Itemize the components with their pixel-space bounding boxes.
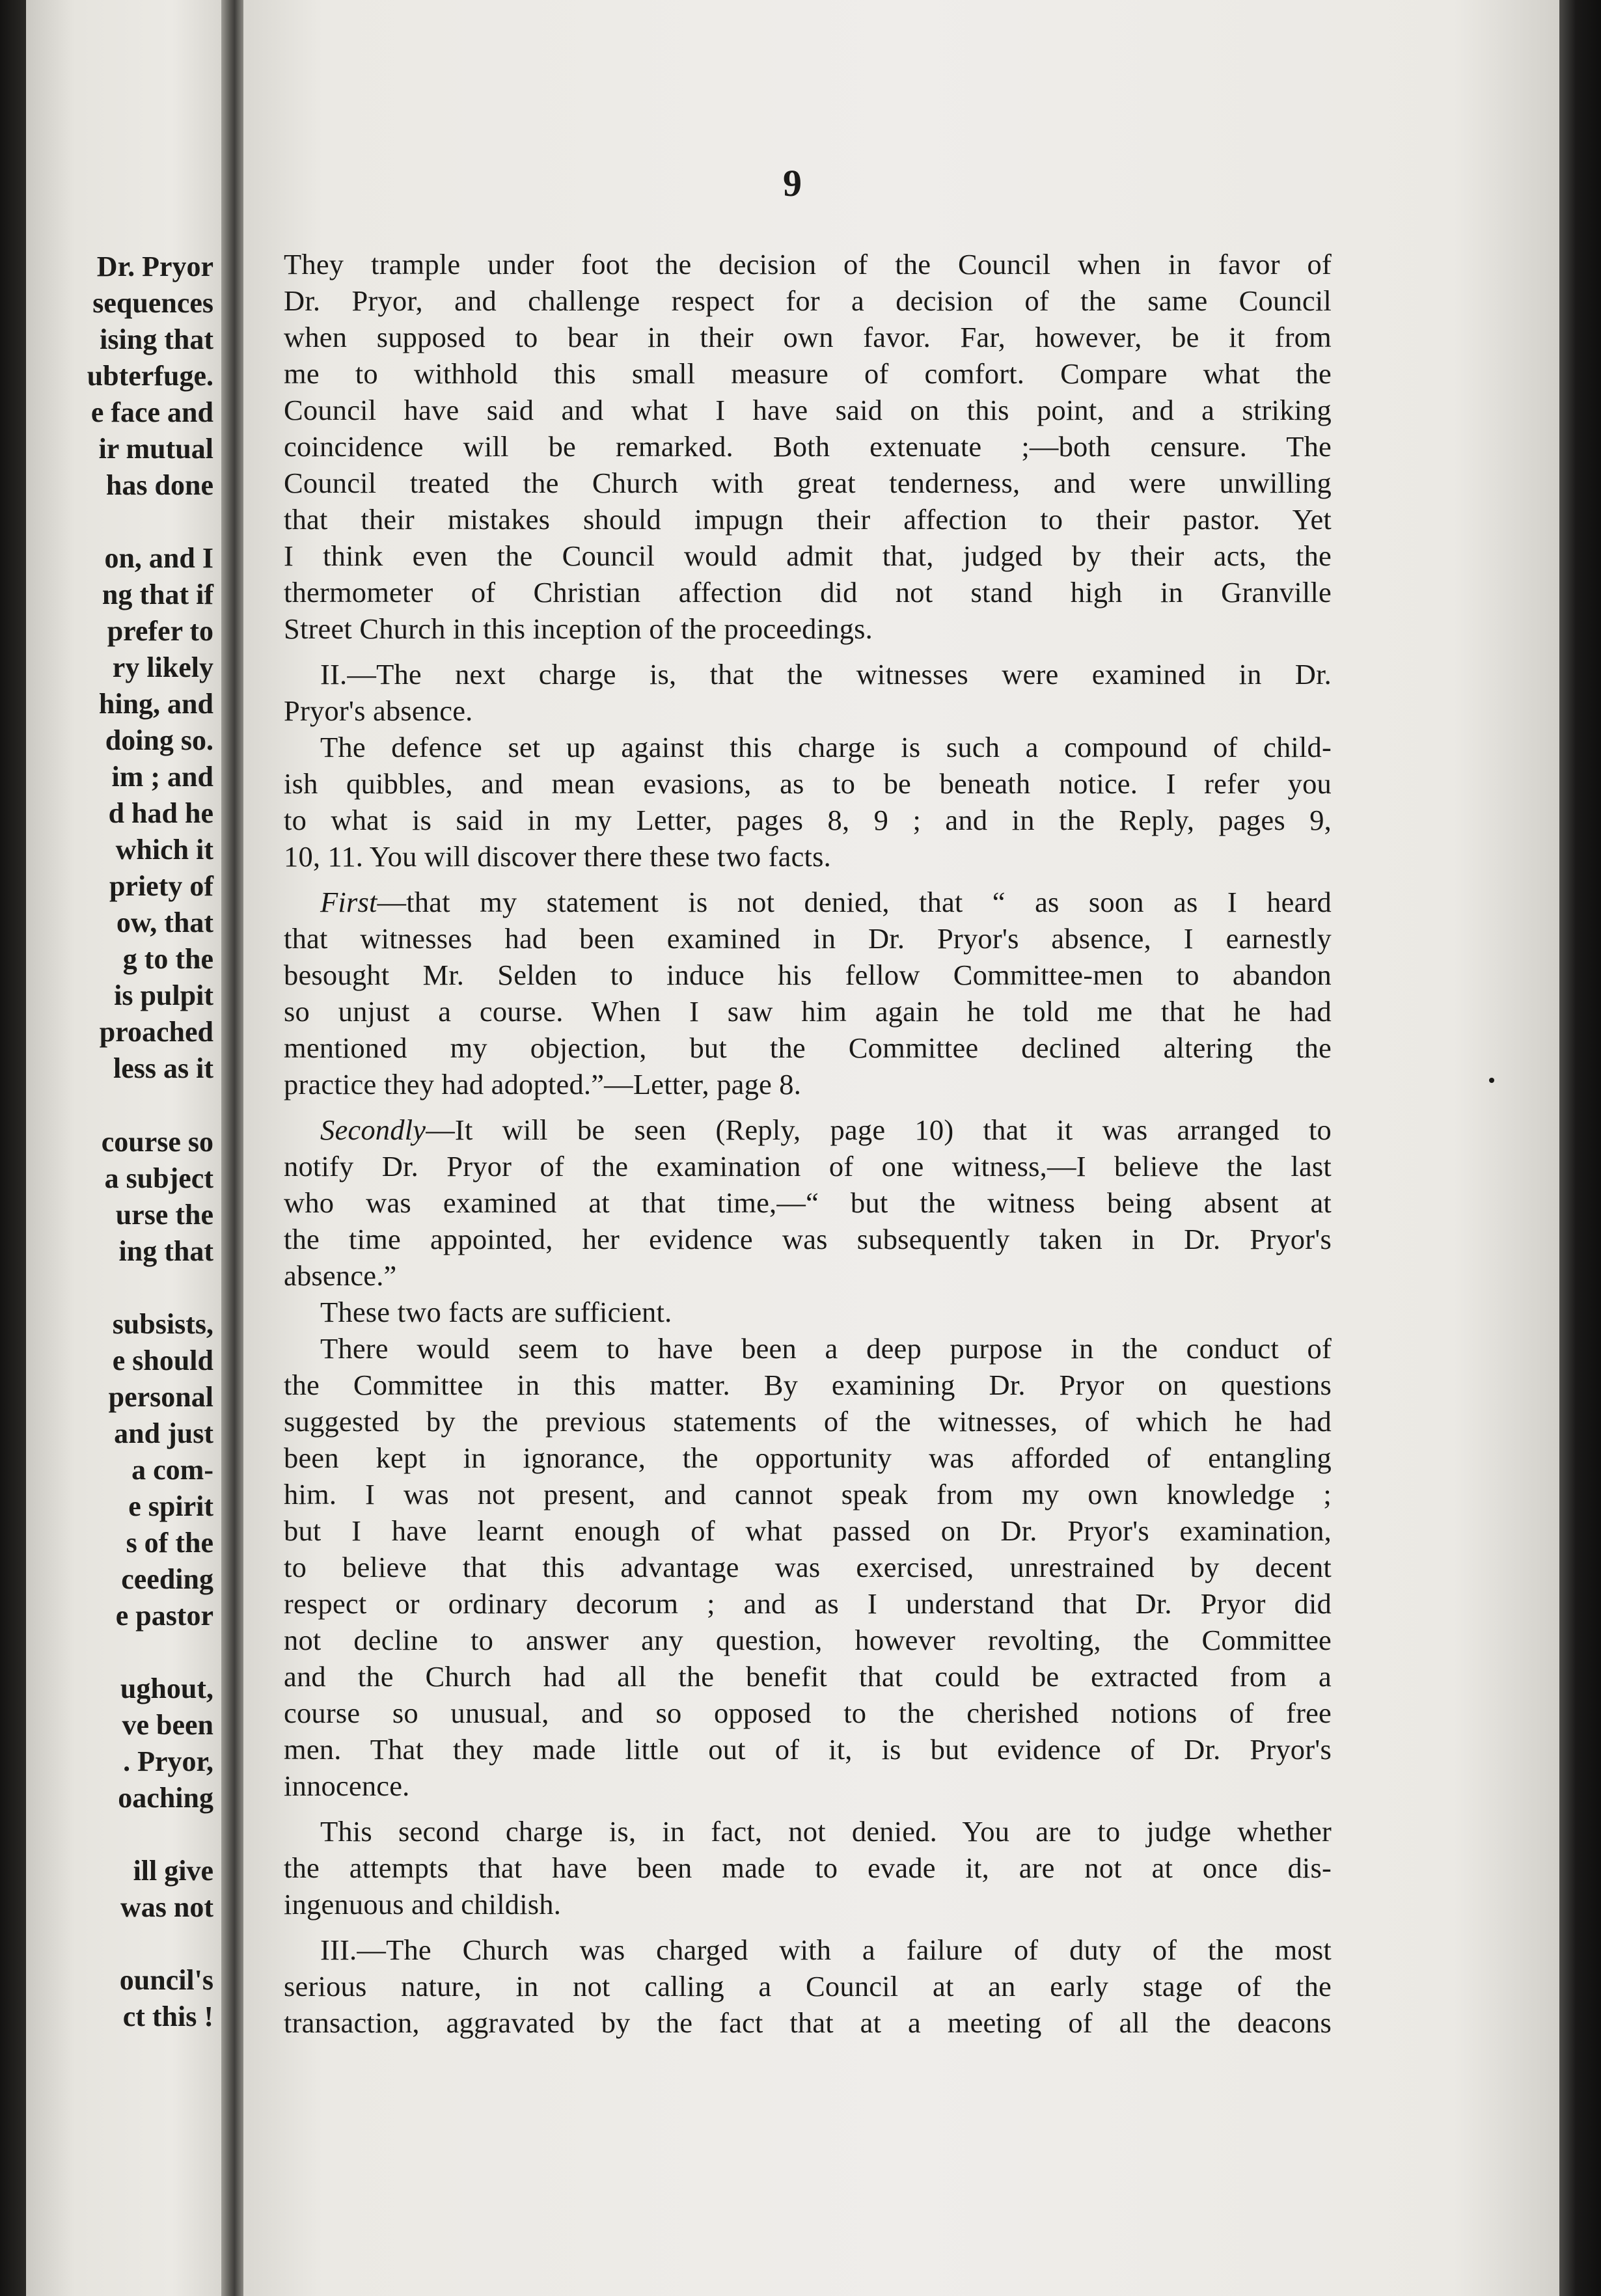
paragraph [284, 1932, 1332, 2041]
text-line: so unjust a course. When I saw him again he told me that he had [284, 995, 1332, 1028]
text-run: —that my statement is not denied, that “ as soon as I heard [377, 886, 1332, 918]
text-line: the time appointed, her evidence was subsequently taken in Dr. Pryor's [284, 1223, 1332, 1255]
text-line: that their mistakes should impugn their affection to their pastor. Yet [284, 503, 1332, 536]
text-line: and the Church had all the benefit that could be extracted from a [284, 1660, 1332, 1693]
facing-line: was not [120, 1891, 213, 1923]
facing-line: hing, and [98, 688, 213, 720]
text-line: serious nature, in not calling a Council at an early stage of the [284, 1970, 1332, 2002]
text-line: ish quibbles, and mean evasions, as to be beneath notice. I refer you [284, 767, 1332, 800]
text-line: been kept in ignorance, the opportunity was afforded of entangling [284, 1442, 1332, 1474]
text-line: This second charge is, in fact, not denied. You are to judge whether [320, 1815, 1332, 1848]
text-line: respect or ordinary decorum ; and as I understand that Dr. Pryor did [284, 1587, 1332, 1620]
text-line: thermometer of Christian affection did not stand high in Granville [284, 576, 1332, 608]
text-line [284, 884, 1332, 920]
text-line: The defence set up against this charge is such a compound of child- [320, 731, 1332, 763]
facing-line: ry likely [112, 651, 213, 683]
text-line: Pryor's absence. [284, 694, 473, 727]
text-line: There would seem to have been a deep purpose in the conduct of [320, 1332, 1332, 1365]
facing-line: ubterfuge. [87, 360, 213, 392]
facing-line: subsists, [112, 1308, 213, 1340]
text-line: 10, 11. You will discover there these two facts. [284, 840, 831, 873]
facing-line: . Pryor, [123, 1745, 213, 1777]
text-line: Council have said and what I have said on this point, and a striking [284, 394, 1332, 426]
facing-line: ising that [100, 323, 213, 355]
facing-line: proached [99, 1016, 213, 1048]
scan-border-right [1559, 0, 1601, 2296]
text-line: ingenuous and childish. [284, 1888, 562, 1920]
text-line: Council treated the Church with great tenderness, and were unwilling [284, 467, 1332, 499]
facing-line: e spirit [128, 1490, 213, 1522]
scan-border-left [0, 0, 26, 2296]
facing-page-fragment [26, 0, 221, 2296]
facing-line: is pulpit [114, 979, 213, 1011]
lead-word: Secondly [320, 1114, 426, 1146]
paragraph [284, 1813, 1332, 1922]
text-line: Dr. Pryor, and challenge respect for a decision of the same Council [284, 284, 1332, 317]
print-speck [1489, 1078, 1494, 1083]
facing-line: less as it [113, 1052, 213, 1084]
paragraph [284, 884, 1332, 1102]
facing-line: s of the [126, 1527, 213, 1559]
paragraph [284, 729, 1332, 875]
text-line: the attempts that have been made to evade it, are not at once dis- [284, 1852, 1332, 1884]
paragraph [284, 656, 1332, 729]
text-run: —It will be seen (Reply, page 10) that it was arranged to [426, 1114, 1332, 1146]
text-line: These two facts are sufficient. [320, 1296, 672, 1328]
facing-line: ct this ! [122, 2001, 213, 2032]
text-line: course so unusual, and so opposed to the cherished notions of free [284, 1697, 1332, 1729]
facing-line: g to the [122, 943, 213, 975]
facing-line: ng that if [102, 579, 213, 610]
lead-word: First [320, 886, 377, 918]
text-line: me to withhold this small measure of comfort. Compare what the [284, 357, 1332, 390]
text-line: who was examined at that time,—“ but the witness being absent at [284, 1186, 1332, 1219]
facing-line: Dr. Pryor [96, 251, 213, 282]
text-line: the Committee in this matter. By examining Dr. Pryor on questions [284, 1369, 1332, 1401]
facing-line: priety of [109, 870, 213, 902]
facing-line: ir mutual [98, 433, 213, 465]
body-text [284, 246, 1332, 2041]
facing-line: e face and [90, 396, 213, 428]
facing-line: im ; and [111, 761, 213, 793]
text-line: innocence. [284, 1770, 410, 1802]
text-line: absence.” [284, 1259, 397, 1292]
paragraph [284, 1330, 1332, 1804]
facing-line: ouncil's [119, 1964, 213, 1996]
text-line: II.—The next charge is, that the witnesses were examined in Dr. [320, 658, 1332, 690]
facing-line: course so [101, 1126, 213, 1158]
text-line: not decline to answer any question, however revolting, the Committee [284, 1624, 1332, 1656]
text-line: coincidence will be remarked. Both extenuate ;—both censure. The [284, 430, 1332, 463]
facing-line: ill give [133, 1855, 213, 1887]
facing-line: a com- [131, 1454, 213, 1486]
text-line: III.—The Church was charged with a failure of duty of the most [320, 1934, 1332, 1966]
facing-line: d had he [108, 797, 213, 829]
facing-line: prefer to [107, 615, 213, 647]
facing-line: e pastor [115, 1600, 213, 1632]
paragraph [284, 1112, 1332, 1294]
facing-line: ve been [122, 1709, 213, 1741]
text-line: transaction, aggravated by the fact that at a meeting of all the deacons [284, 2006, 1332, 2039]
facing-line: and just [114, 1417, 213, 1449]
text-line [284, 1112, 1332, 1148]
facing-line: oaching [118, 1782, 213, 1814]
text-line: to what is said in my Letter, pages 8, 9 ; and in the Reply, pages 9, [284, 804, 1332, 836]
facing-line: ing that [118, 1235, 213, 1267]
facing-line: doing so. [105, 724, 213, 756]
text-line: notify Dr. Pryor of the examination of one witness,—I believe the last [284, 1150, 1332, 1182]
text-line: suggested by the previous statements of the witnesses, of which he had [284, 1405, 1332, 1438]
text-line: to believe that this advantage was exercised, unrestrained by decent [284, 1551, 1332, 1583]
facing-line: sequences [92, 287, 213, 319]
text-line: Street Church in this inception of the proceedings. [284, 612, 873, 645]
paragraph [284, 1294, 1332, 1330]
facing-line: a subject [104, 1162, 213, 1194]
facing-line: personal [108, 1381, 213, 1413]
facing-line: ughout, [120, 1673, 213, 1704]
text-line: but I have learnt enough of what passed on Dr. Pryor's examination, [284, 1514, 1332, 1547]
facing-line: e should [112, 1345, 213, 1376]
text-line: I think even the Council would admit that, judged by their acts, the [284, 540, 1332, 572]
text-line: that witnesses had been examined in Dr. Pryor's absence, I earnestly [284, 922, 1332, 955]
text-line: him. I was not present, and cannot speak from my own knowledge ; [284, 1478, 1332, 1510]
facing-line: ow, that [116, 907, 213, 938]
text-line: mentioned my objection, but the Committee declined altering the [284, 1032, 1332, 1064]
paragraph [284, 246, 1332, 647]
facing-line: on, and I [104, 542, 213, 574]
text-line: when supposed to bear in their own favor. Far, however, be it from [284, 321, 1332, 353]
book-gutter [221, 0, 243, 2296]
page-number: 9 [783, 162, 802, 204]
text-line: practice they had adopted.”—Letter, page 8. [284, 1068, 802, 1100]
facing-line: urse the [115, 1199, 213, 1231]
facing-line: ceeding [121, 1563, 213, 1595]
facing-line: which it [115, 834, 213, 866]
text-line: They trample under foot the decision of the Council when in favor of [284, 248, 1332, 280]
text-line: besought Mr. Selden to induce his fellow Committee-men to abandon [284, 959, 1332, 991]
text-line: men. That they made little out of it, is but evidence of Dr. Pryor's [284, 1733, 1332, 1766]
facing-line: has done [105, 469, 213, 501]
